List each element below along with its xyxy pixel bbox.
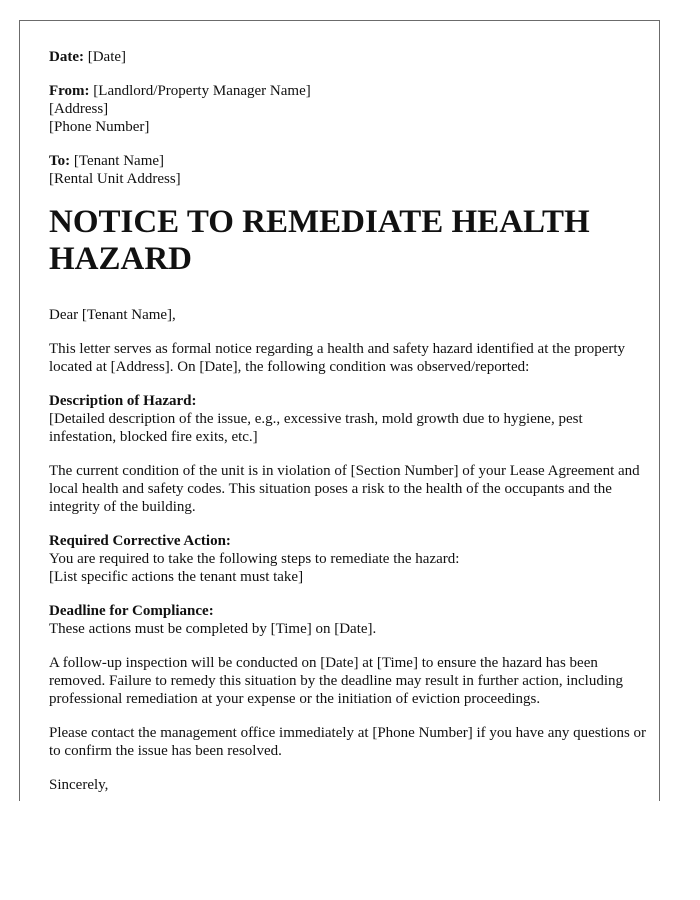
- salutation: Dear [Tenant Name],: [49, 307, 176, 323]
- deadline-heading: Deadline for Compliance:: [49, 603, 214, 619]
- hazard-section: [49, 392, 649, 446]
- action-instruction: You are required to take the following steps to remediate the hazard:: [49, 551, 460, 567]
- from-name: [Landlord/Property Manager Name]: [93, 83, 311, 99]
- from-label: From:: [49, 83, 90, 99]
- action-section: [49, 532, 649, 586]
- hazard-description: [Detailed description of the issue, e.g., excessive trash, mold growth due to hygiene, pest infestation, blocked fire exits, etc.]: [49, 411, 583, 445]
- date-value: [Date]: [87, 49, 127, 65]
- deadline-text: These actions must be completed by [Time] on [Date].: [49, 621, 377, 637]
- to-label: To:: [49, 153, 71, 169]
- intro-paragraph: This letter serves as formal notice regarding a health and safety hazard identified at the property located at [Address]. On [Date], the following condition was observed/reported:: [49, 341, 626, 375]
- closing: Sincerely,: [49, 777, 109, 793]
- contact-paragraph: Please contact the management office immediately at [Phone Number] if you have any questions or to confirm the issue has been resolved.: [49, 725, 647, 759]
- hazard-heading: Description of Hazard:: [49, 393, 197, 409]
- to-name: [Tenant Name]: [73, 153, 165, 169]
- from-phone: [Phone Number]: [49, 119, 150, 135]
- followup-paragraph: A follow-up inspection will be conducted on [Date] at [Time] to ensure the hazard has been removed. Failure to remedy this situation by the deadline may result in further action, including professional remediation at your expense or the initiation of eviction proceedings.: [49, 655, 624, 707]
- violation-paragraph: The current condition of the unit is in violation of [Section Number] of your Lease Agreement and local health and safety codes. This situation poses a risk to the health of the occupants and the integrity of the building.: [49, 463, 640, 515]
- from-block: [49, 82, 649, 136]
- action-heading: Required Corrective Action:: [49, 533, 231, 549]
- date-label: Date:: [49, 49, 84, 65]
- letter-body: [49, 48, 649, 801]
- letter-page: [19, 20, 660, 801]
- action-list-placeholder: [List specific actions the tenant must take]: [49, 569, 304, 585]
- document-title: NOTICE TO REMEDIATE HEALTH HAZARD: [49, 204, 590, 277]
- to-address: [Rental Unit Address]: [49, 171, 181, 187]
- from-address: [Address]: [49, 101, 109, 117]
- date-block: [49, 48, 649, 66]
- deadline-section: [49, 602, 649, 638]
- to-block: [49, 152, 649, 188]
